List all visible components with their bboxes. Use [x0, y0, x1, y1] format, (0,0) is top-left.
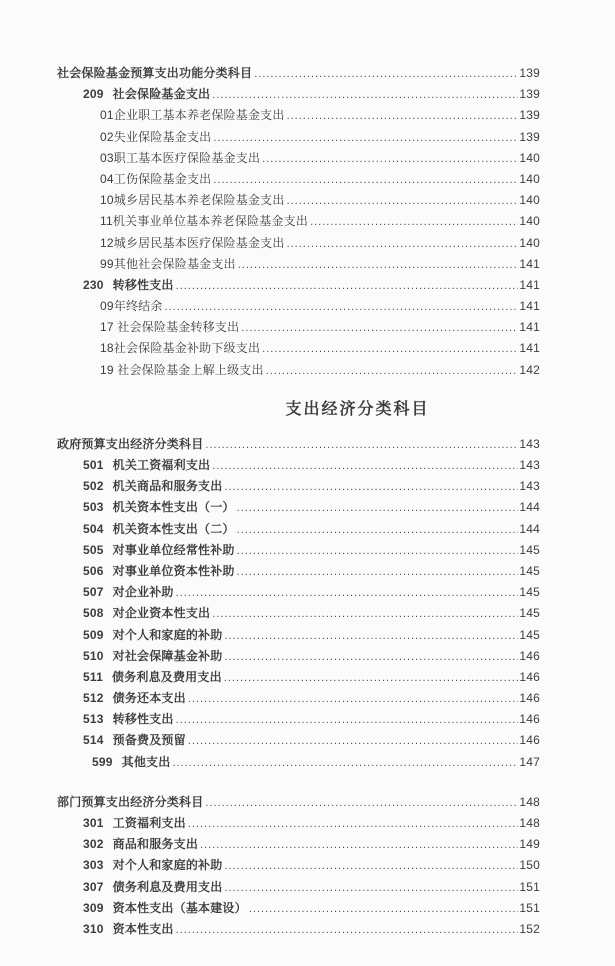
toc-entry-title: 商品和服务支出	[112, 837, 199, 852]
toc-entry-code: 511	[83, 669, 103, 684]
dot-leader	[200, 835, 518, 856]
toc-entry-code: 307	[83, 879, 104, 894]
toc-entry-page: 141	[519, 341, 540, 356]
section-heading-block	[57, 381, 540, 434]
toc-entry[interactable]	[57, 105, 540, 126]
toc-entry-title: 09年终结余	[100, 299, 163, 314]
toc-entry[interactable]	[57, 296, 540, 317]
toc-entry-title: 对个人和家庭的补助	[112, 858, 223, 873]
toc-entry-page: 139	[519, 129, 540, 144]
toc-entry-code: 503	[83, 500, 104, 515]
toc-entry-title: 19 社会保险基金上解上级支出	[100, 362, 264, 377]
toc-entry-code: 507	[83, 585, 104, 600]
dot-leader	[212, 604, 518, 625]
dot-leader	[224, 878, 518, 899]
toc-entry-title: 工资福利支出	[112, 816, 186, 830]
toc-entry-page: 144	[519, 500, 540, 515]
toc-entry-title: 机关工资福利支出	[112, 458, 211, 472]
section-gap	[57, 773, 540, 792]
toc-entry[interactable]	[57, 519, 540, 540]
toc-entry[interactable]	[57, 709, 540, 730]
toc-entry[interactable]	[57, 603, 540, 624]
toc-entry[interactable]	[57, 233, 540, 254]
toc-entry-code: 303	[83, 858, 104, 873]
dot-leader	[254, 64, 518, 85]
toc-entry-title: 资本性支出	[112, 921, 174, 936]
toc-entry-page: 142	[519, 362, 540, 377]
toc-entry-title: 10城乡居民基本养老保险基金支出	[100, 193, 285, 208]
toc-entry-title: 02失业保险基金支出	[100, 129, 212, 144]
dot-leader	[176, 920, 519, 941]
dot-leader	[224, 647, 518, 668]
toc-entry-title: 对事业单位资本性补助	[112, 563, 235, 578]
toc-entry-code: 505	[83, 542, 104, 557]
toc-entry-title: 社会保险基金预算支出功能分类科目	[57, 66, 253, 80]
toc-entry-page: 150	[519, 858, 540, 873]
toc-entry-title: 03职工基本医疗保险基金支出	[100, 150, 261, 165]
toc-entry-page: 146	[519, 712, 540, 727]
toc-entry-page: 143	[519, 458, 540, 472]
dot-leader	[176, 276, 519, 297]
toc-entry[interactable]	[57, 919, 540, 940]
toc-entry[interactable]	[57, 190, 540, 211]
toc-entry[interactable]	[57, 792, 540, 813]
toc-entry-title: 对企业资本性支出	[112, 606, 211, 621]
toc-entry[interactable]	[57, 275, 540, 296]
toc-entry-code: 508	[83, 606, 104, 621]
toc-entry-title: 社会保险基金支出	[112, 87, 211, 102]
toc-entry-page: 140	[519, 171, 540, 186]
toc-entry-code: 502	[83, 479, 104, 494]
toc-entry-page: 140	[519, 193, 540, 208]
toc-entry[interactable]	[57, 898, 540, 919]
toc-entry-title: 转移性支出	[112, 277, 174, 292]
toc-entry-title: 政府预算支出经济分类科目	[57, 436, 204, 451]
toc-entry[interactable]	[57, 582, 540, 603]
toc-entry-title: 11机关事业单位基本养老保险基金支出	[100, 214, 309, 229]
dot-leader	[188, 689, 519, 710]
dot-leader	[212, 85, 518, 106]
toc-entry-title: 债务利息及费用支出	[111, 669, 222, 684]
toc-entry-code: 309	[83, 900, 104, 915]
toc-entry[interactable]	[57, 455, 540, 476]
toc-entry[interactable]	[57, 317, 540, 338]
toc-entry[interactable]	[57, 730, 540, 751]
toc-entry-page: 143	[519, 479, 540, 494]
toc-entry-page: 145	[519, 585, 540, 600]
dot-leader	[224, 626, 518, 647]
toc-entry-page: 141	[519, 299, 540, 314]
dot-leader	[249, 899, 519, 920]
dot-leader	[176, 583, 519, 604]
dot-leader	[212, 456, 518, 477]
toc-entry-title: 04工伤保险基金支出	[100, 171, 212, 186]
dot-leader	[241, 318, 518, 339]
dot-leader	[205, 793, 518, 814]
toc-entry-code: 510	[83, 648, 104, 663]
toc-entry-code: 310	[83, 921, 104, 936]
toc-entry[interactable]	[57, 169, 540, 190]
dot-leader	[237, 498, 519, 519]
toc-entry-title: 对事业单位经常性补助	[112, 542, 235, 557]
toc-entry-page: 141	[519, 320, 540, 335]
toc-entry-page: 148	[519, 816, 540, 830]
toc-entry[interactable]	[57, 561, 540, 582]
toc-entry[interactable]	[57, 877, 540, 898]
dot-leader	[287, 191, 519, 212]
dot-leader	[213, 170, 518, 191]
dot-leader	[237, 562, 519, 583]
toc-entry-code: 506	[83, 563, 104, 578]
dot-leader	[172, 753, 518, 774]
dot-leader	[188, 731, 519, 752]
toc-entry-page: 140	[519, 214, 540, 229]
toc-entry[interactable]	[57, 667, 540, 688]
toc-entry-page: 146	[519, 691, 540, 706]
toc-entry-page: 139	[519, 108, 540, 123]
toc-entry-page: 152	[519, 921, 540, 936]
toc-section-department-economic	[57, 792, 540, 940]
toc-entry[interactable]	[57, 625, 540, 646]
toc-entry-title: 对企业补助	[112, 585, 174, 600]
toc-entry-page: 139	[519, 87, 540, 102]
toc-entry-title: 机关资本性支出（二）	[112, 521, 235, 536]
toc-entry-page: 140	[519, 235, 540, 250]
toc-entry-code: 209	[83, 87, 104, 102]
toc-entry[interactable]	[57, 834, 540, 855]
toc-entry-title: 债务利息及费用支出	[112, 879, 223, 894]
toc-entry-code: 301	[83, 816, 104, 830]
toc-entry-title: 12城乡居民基本医疗保险基金支出	[100, 235, 285, 250]
toc-entry-code: 509	[83, 627, 104, 642]
dot-leader	[262, 149, 518, 170]
toc-entry-code: 501	[83, 458, 104, 472]
dot-leader	[188, 814, 519, 835]
toc-entry-page: 146	[519, 733, 540, 748]
toc-entry-title: 对社会保障基金补助	[112, 648, 223, 663]
dot-leader	[266, 361, 519, 382]
toc-section-social-insurance-functional	[57, 63, 540, 381]
toc-entry-page: 145	[519, 563, 540, 578]
dot-leader	[238, 255, 519, 276]
toc-entry[interactable]	[57, 148, 540, 169]
toc-entry[interactable]	[57, 646, 540, 667]
table-of-contents	[57, 63, 540, 940]
dot-leader	[224, 477, 518, 498]
toc-entry-page: 141	[519, 256, 540, 271]
dot-leader	[262, 339, 518, 360]
toc-entry-title: 预备费及预留	[112, 733, 186, 748]
toc-entry-title: 转移性支出	[112, 712, 174, 727]
toc-entry[interactable]	[57, 211, 540, 232]
toc-entry-page: 139	[519, 66, 540, 80]
toc-entry-page: 145	[519, 606, 540, 621]
toc-entry-title: 18社会保险基金补助下级支出	[100, 341, 261, 356]
toc-entry[interactable]	[57, 84, 540, 105]
toc-entry-page: 144	[519, 521, 540, 536]
toc-entry-title: 机关资本性支出（一）	[112, 500, 235, 515]
toc-entry-title: 部门预算支出经济分类科目	[57, 794, 204, 809]
toc-entry-page: 151	[519, 900, 540, 915]
dot-leader	[213, 128, 518, 149]
toc-entry-page: 146	[519, 648, 540, 663]
toc-entry-title: 机关商品和服务支出	[112, 479, 223, 494]
toc-entry[interactable]	[57, 752, 540, 773]
toc-entry-title: 17 社会保险基金转移支出	[100, 320, 240, 335]
dot-leader	[176, 710, 519, 731]
toc-entry[interactable]	[57, 497, 540, 518]
toc-entry[interactable]	[57, 855, 540, 876]
toc-entry[interactable]	[57, 338, 540, 359]
toc-entry-page: 151	[519, 879, 540, 894]
toc-entry[interactable]	[57, 688, 540, 709]
dot-leader	[165, 297, 519, 318]
toc-entry[interactable]	[57, 434, 540, 455]
toc-entry-code: 504	[83, 521, 104, 536]
section-heading: 支出经济分类科目	[285, 400, 430, 418]
toc-entry[interactable]	[57, 476, 540, 497]
toc-entry-code: 512	[83, 691, 104, 706]
toc-entry-title: 其他支出	[121, 754, 171, 769]
toc-entry[interactable]	[57, 540, 540, 561]
toc-entry-page: 145	[519, 627, 540, 642]
toc-entry-page: 147	[519, 754, 540, 769]
dot-leader	[224, 856, 518, 877]
toc-entry[interactable]	[57, 360, 540, 381]
toc-entry[interactable]	[57, 127, 540, 148]
toc-entry-title: 99其他社会保险基金支出	[100, 256, 236, 271]
toc-entry-page: 149	[519, 837, 540, 852]
dot-leader	[310, 212, 518, 233]
toc-entry-page: 140	[519, 150, 540, 165]
toc-entry-title: 资本性支出（基本建设）	[112, 900, 247, 915]
toc-entry[interactable]	[57, 813, 540, 834]
toc-entry-page: 145	[519, 542, 540, 557]
toc-entry-title: 01企业职工基本养老保险基金支出	[100, 108, 285, 123]
dot-leader	[205, 435, 518, 456]
dot-leader	[224, 668, 519, 689]
toc-entry-page: 146	[519, 669, 540, 684]
toc-entry[interactable]	[57, 254, 540, 275]
toc-entry[interactable]	[57, 63, 540, 84]
toc-entry-code: 230	[83, 277, 104, 292]
toc-entry-page: 148	[519, 794, 540, 809]
dot-leader	[287, 106, 519, 127]
toc-entry-code: 302	[83, 837, 104, 852]
toc-entry-title: 债务还本支出	[112, 691, 186, 706]
dot-leader	[237, 520, 519, 541]
dot-leader	[287, 234, 519, 255]
dot-leader	[237, 541, 519, 562]
toc-section-government-economic	[57, 434, 540, 773]
toc-entry-code: 514	[83, 733, 104, 748]
toc-entry-page: 143	[519, 436, 540, 451]
toc-entry-title: 对个人和家庭的补助	[112, 627, 223, 642]
toc-entry-code: 599	[92, 754, 113, 769]
toc-entry-code: 513	[83, 712, 104, 727]
toc-entry-page: 141	[519, 277, 540, 292]
